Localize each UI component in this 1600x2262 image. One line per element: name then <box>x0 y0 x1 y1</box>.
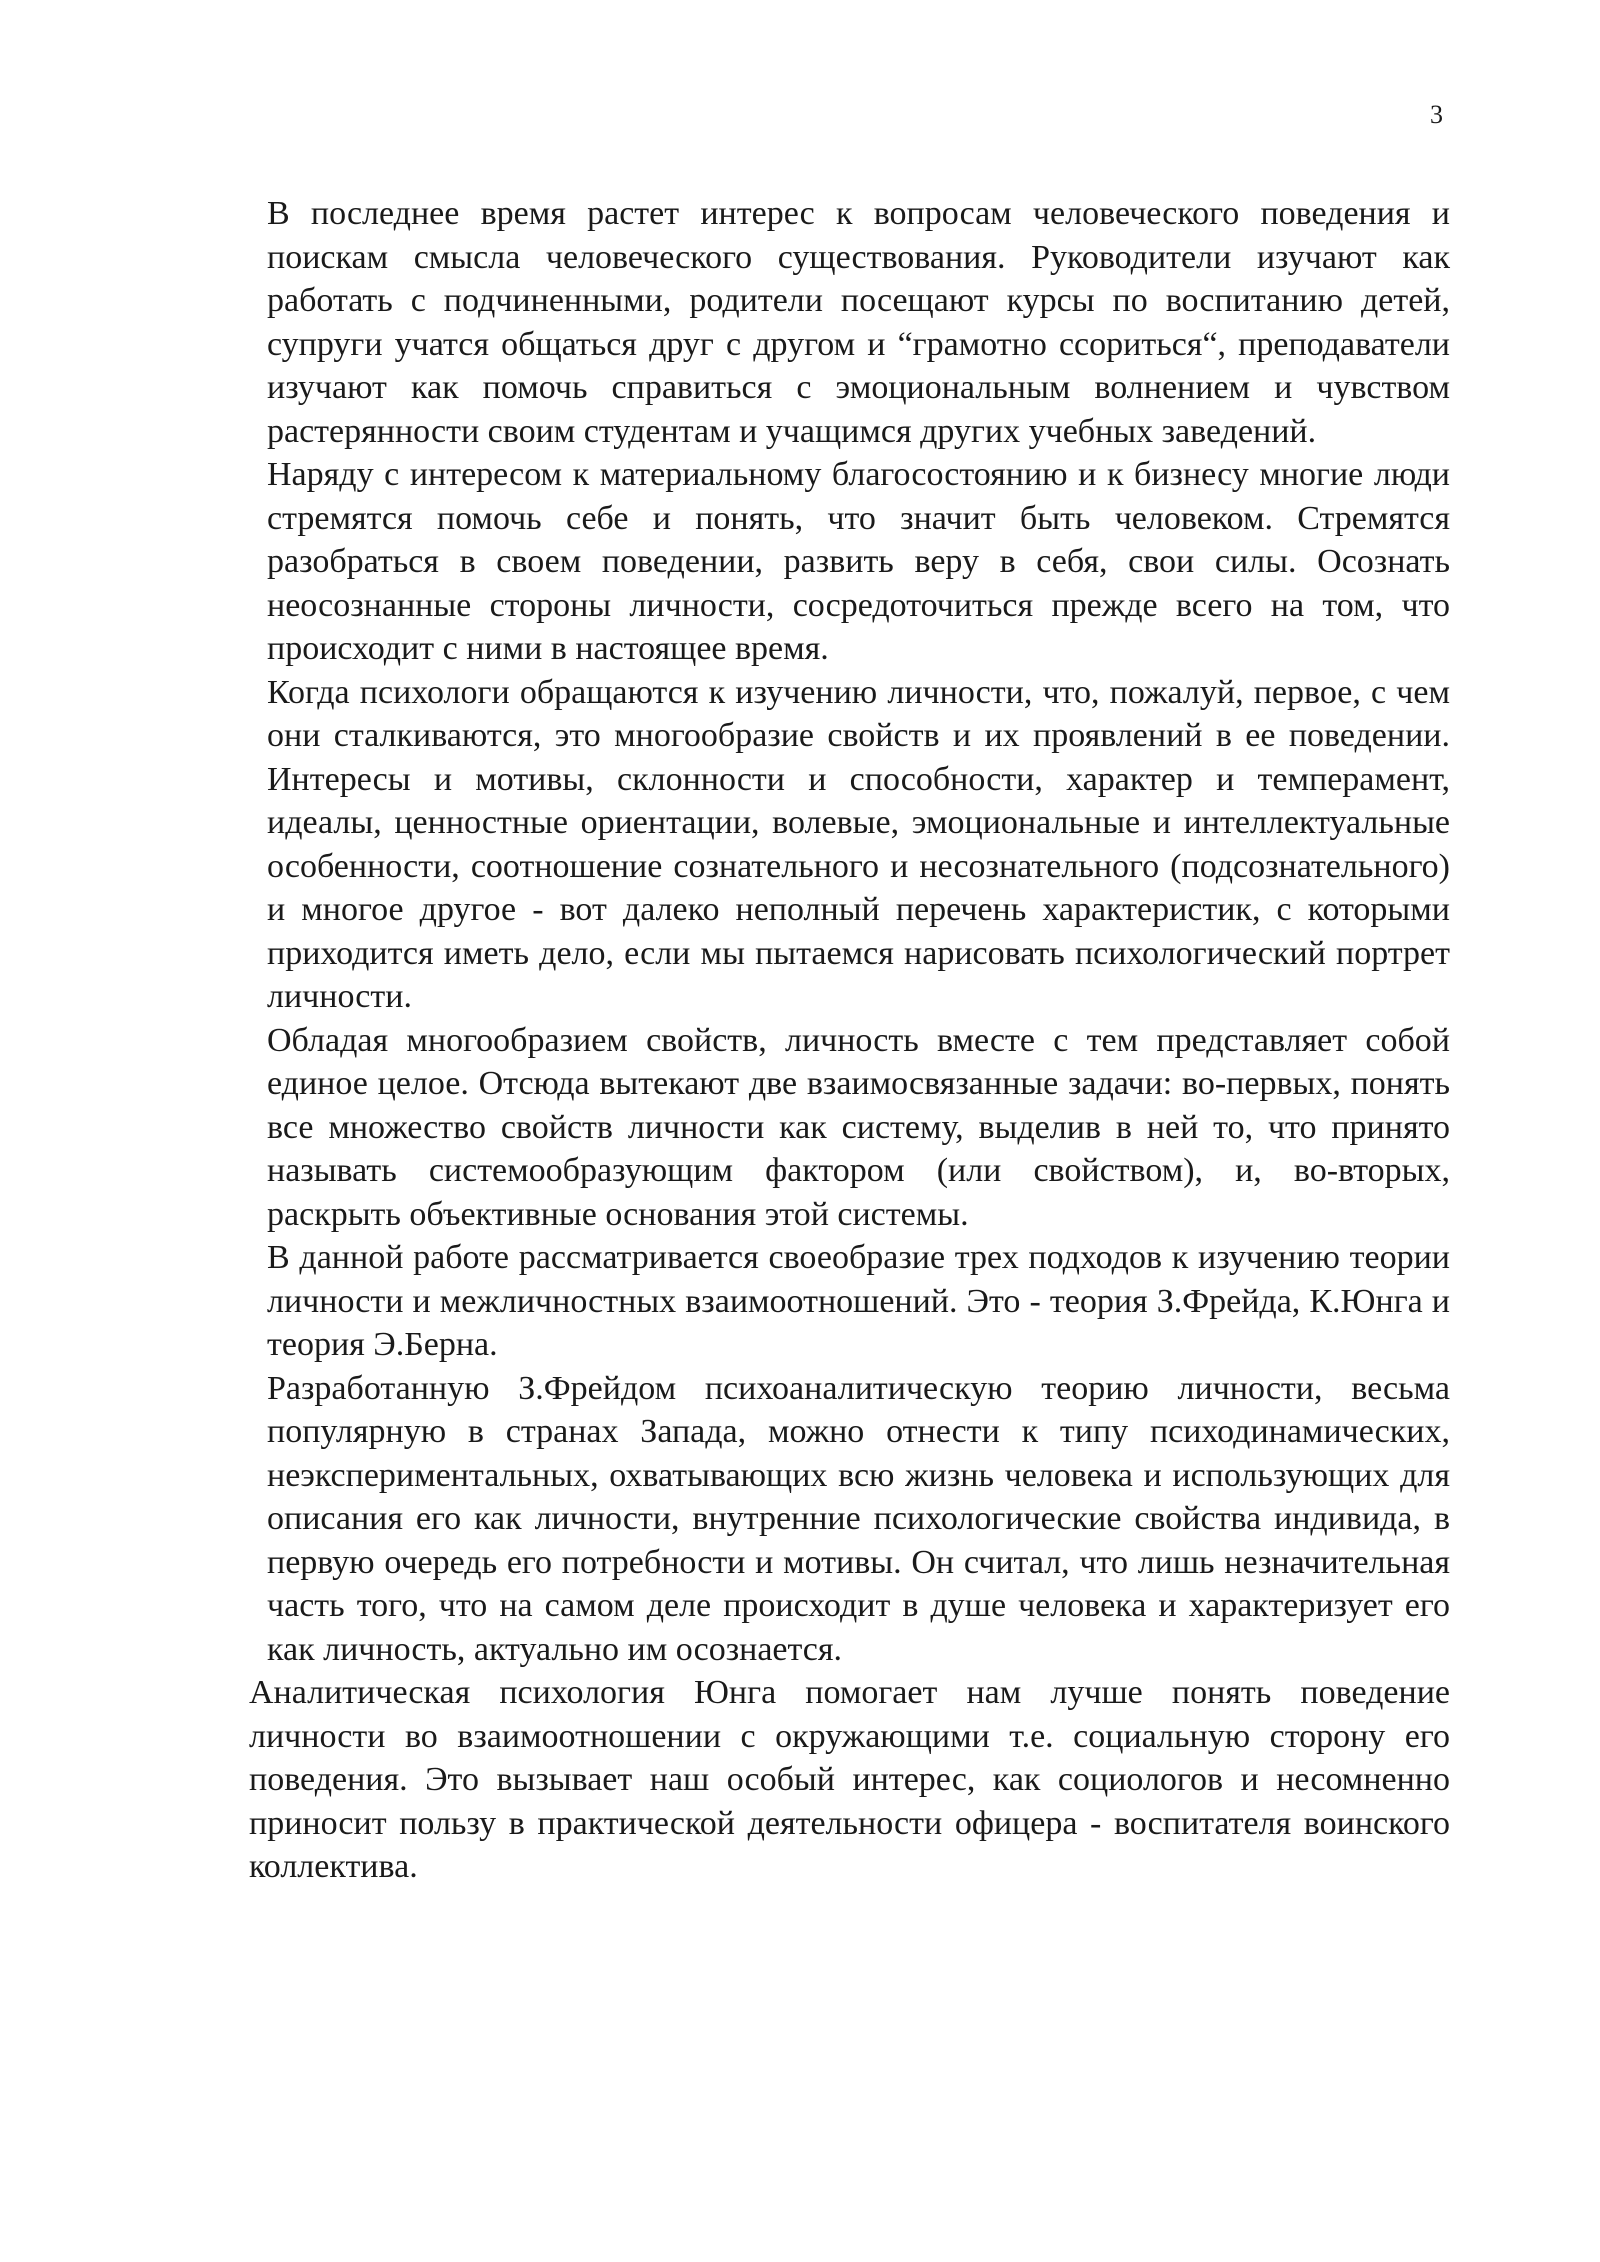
paragraph: В последнее время растет интерес к вопросам человеческого поведения и поискам смысла человеческого существования. Руководители изучают как работать с подчиненными, родители посещают курсы по воспитанию детей, супруги учатся общаться друг с другом и “грамотно ссориться“, преподаватели изучают как помочь справиться с эмоциональным волнением и чувством растерянности своим студентам и учащимся других учебных заведений. <box>267 195 1450 450</box>
paragraph: Когда психологи обращаются к изучению личности, что, пожалуй, первое, с чем они сталкиваются, это многообразие свойств и их проявлений в ее поведении. Интересы и мотивы, склонности и способности, характер и темперамент, идеалы, ценностные ориентации, волевые, эмоциональные и интеллектуальные особенности, соотношение сознательного и несознательного (подсознательного) и многое другое - вот далеко неполный перечень характеристик, с которыми приходится иметь дело, если мы пытаемся нарисовать психологический портрет личности. <box>267 673 1450 1015</box>
paragraph: Аналитическая психология Юнга помогает нам лучше понять поведение личности во взаимоотношении с окружающими т.е. социальную сторону его поведения. Это вызывает наш особый интерес, как социологов и несомненно приносит пользу в практической деятельности офицера - воспитателя воинского коллектива. <box>249 1674 1450 1885</box>
paragraph: Обладая многообразием свойств, личность вместе с тем представляет собой единое целое. Отсюда вытекают две взаимосвязанные задачи: во-первых, понять все множество свойств личности как систему, выделив в ней то, что принято называть системообразующим фактором (или свойством), и, во-вторых, раскрыть объективные основания этой системы. <box>267 1021 1450 1233</box>
page-number: 3 <box>1430 100 1443 129</box>
paragraph: Наряду с интересом к материальному благосостоянию и к бизнесу многие люди стремятся помочь себе и понять, что значит быть человеком. Стремятся разобраться в своем поведении, развить веру в себя, свои силы. Осознать неосознанные стороны личности, сосредоточиться прежде всего на том, что происходит с ними в настоящее время. <box>267 456 1450 667</box>
paragraph: В данной работе рассматривается своеобразие трех подходов к изучению теории личности и межличностных взаимоотношений. Это - теория З.Фрейда, К.Юнга и теория Э.Берна. <box>267 1239 1450 1363</box>
paragraph: Разработанную З.Фрейдом психоаналитическую теорию личности, весьма популярную в странах Запада, можно отнести к типу психодинамических, неэкспериментальных, охватывающих всю жизнь человека и использующих для описания его как личности, внутренние психологические свойства индивида, в первую очередь его потребности и мотивы. Он считал, что лишь незначительная часть того, что на самом деле происходит в душе человека и характеризует его как личность, актуально им осознается. <box>267 1369 1450 1668</box>
body-text <box>249 192 1450 1889</box>
